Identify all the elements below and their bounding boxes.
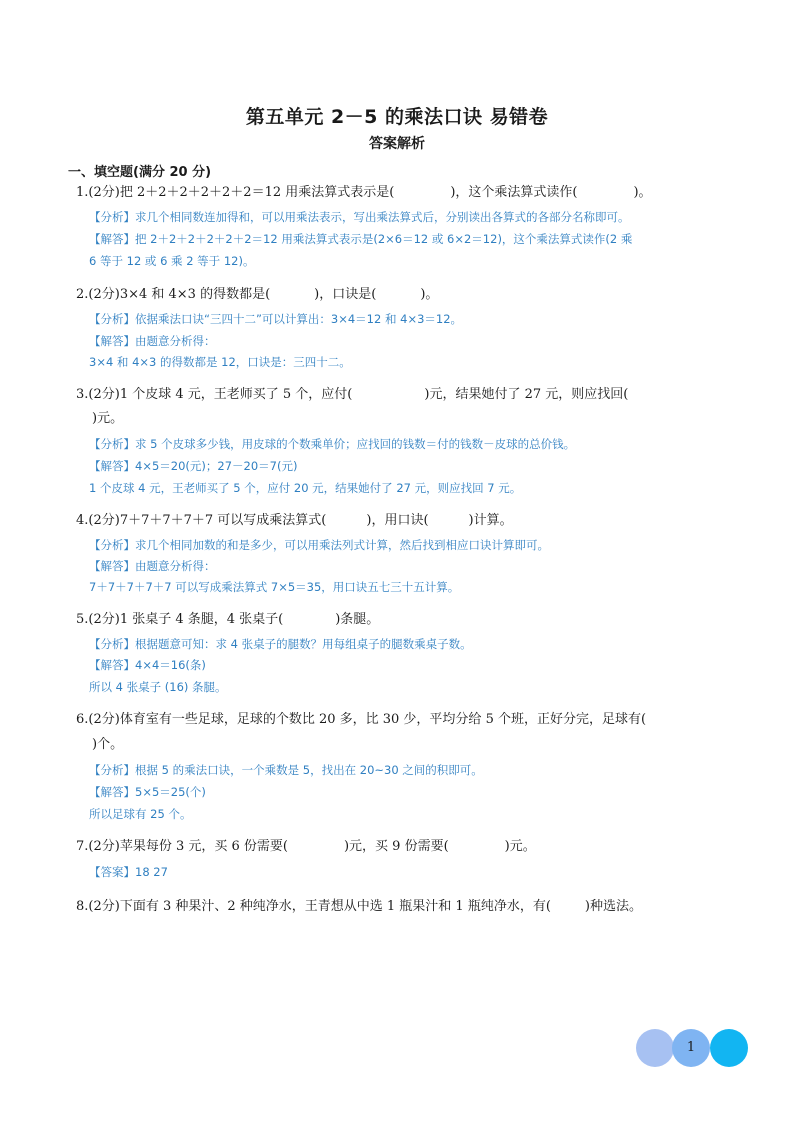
question-text: 4.(2分)7＋7＋7＋7＋7 可以写成乘法算式(	[76, 513, 327, 528]
question-text: 1.(2分)把 2＋2＋2＋2＋2＋2＝12 用乘法算式表示是(	[76, 185, 395, 200]
decor-circle-left	[636, 1029, 674, 1067]
question-6-solution-line-1: 【解答】5×5＝25(个)	[89, 785, 206, 799]
question-text: 8.(2分)下面有 3 种果汁、2 种纯净水，王青想从中选 1 瓶果汁和 1 瓶纯净水，有(	[76, 899, 551, 914]
question-6-solution-line-2: 所以足球有 25 个。	[89, 807, 192, 821]
question-2-solution-line-2: 3×4 和 4×3 的得数都是 12，口诀是：三四十二。	[89, 355, 351, 369]
question-text: 5.(2分)1 张桌子 4 条腿，4 张桌子(	[76, 612, 284, 627]
question-text: )，口诀是(	[314, 287, 377, 302]
question-3-line-2: )元。	[92, 411, 124, 426]
question-4-solution-line-2: 7＋7＋7＋7＋7 可以写成乘法算式 7×5＝35，用口诀五七三十五计算。	[89, 580, 460, 594]
question-text: )元，买 9 份需要(	[343, 839, 449, 854]
page-number: 1	[686, 1040, 696, 1055]
question-3-line-1	[76, 386, 628, 404]
question-text: )，用口诀(	[366, 513, 429, 528]
question-5-solution-line-1: 【解答】4×4＝16(条)	[89, 658, 206, 672]
question-1-line-1	[76, 184, 652, 202]
question-text: )计算。	[468, 513, 513, 528]
question-6-line-1: 6.(2分)体育室有一些足球，足球的个数比 20 多，比 30 少，平均分给 5 个班，正好分完，足球有(	[76, 712, 647, 727]
question-2-analysis: 【分析】依据乘法口诀“三四十二”可以计算出：3×4＝12 和 4×3＝12。	[89, 312, 463, 326]
page-subtitle: 答案解析	[369, 136, 425, 152]
question-text: )元，结果她付了 27 元，则应找回(	[424, 387, 629, 402]
question-1-solution-line-2: 6 等于 12 或 6 乘 2 等于 12)。	[89, 254, 255, 268]
question-2-line-1	[76, 286, 438, 304]
question-7-answer: 【答案】18 27	[89, 865, 168, 879]
question-5-analysis: 【分析】根据题意可知：求 4 张桌子的腿数？用每组桌子的腿数乘桌子数。	[89, 637, 472, 651]
question-text: 2.(2分)3×4 和 4×3 的得数都是(	[76, 287, 271, 302]
question-8-line-1	[76, 898, 642, 916]
question-1-solution-line-1: 【解答】把 2＋2＋2＋2＋2＋2＝12 用乘法算式表示是(2×6＝12 或 6×2＝12)，这个乘法算式读作(2 乘	[89, 232, 633, 246]
question-4-line-1	[76, 512, 513, 530]
question-text: 3.(2分)1 个皮球 4 元，王老师买了 5 个，应付(	[76, 387, 353, 402]
question-text: )。	[633, 185, 652, 200]
question-text: )。	[420, 287, 439, 302]
question-5-line-1	[76, 611, 379, 629]
question-text: )元。	[504, 839, 536, 854]
question-7-line-1	[76, 838, 536, 856]
question-text: )条腿。	[335, 612, 380, 627]
question-text: )种选法。	[584, 899, 642, 914]
question-4-analysis: 【分析】求几个相同加数的和是多少，可以用乘法列式计算，然后找到相应口诀计算即可。	[89, 538, 549, 552]
question-1-analysis: 【分析】求几个相同数连加得和，可以用乘法表示，写出乘法算式后，分别读出各算式的各部分名称即可。	[89, 210, 630, 224]
section-heading: 一、填空题(满分 20 分)	[68, 165, 212, 180]
question-6-line-2: )个。	[92, 737, 124, 752]
page-title: 第五单元 2－5 的乘法口诀 易错卷	[245, 106, 549, 128]
question-3-analysis: 【分析】求 5 个皮球多少钱，用皮球的个数乘单价；应找回的钱数＝付的钱数－皮球的总价钱。	[89, 437, 576, 451]
question-3-solution-line-2: 1 个皮球 4 元，王老师买了 5 个，应付 20 元，结果她付了 27 元，则应找回 7 元。	[89, 481, 522, 495]
page-indicator	[636, 1029, 752, 1067]
decor-circle-right	[710, 1029, 748, 1067]
question-3-solution-line-1: 【解答】4×5＝20(元)；27－20＝7(元)	[89, 459, 298, 473]
question-text: 7.(2分)苹果每份 3 元，买 6 份需要(	[76, 839, 288, 854]
question-4-solution-line-1: 【解答】由题意分析得：	[89, 559, 216, 573]
question-2-solution-line-1: 【解答】由题意分析得：	[89, 334, 216, 348]
question-6-analysis: 【分析】根据 5 的乘法口诀，一个乘数是 5，找出在 20~30 之间的积即可。	[89, 763, 483, 777]
question-text: )，这个乘法算式读作(	[450, 185, 578, 200]
question-5-solution-line-2: 所以 4 张桌子 (16) 条腿。	[89, 680, 227, 694]
